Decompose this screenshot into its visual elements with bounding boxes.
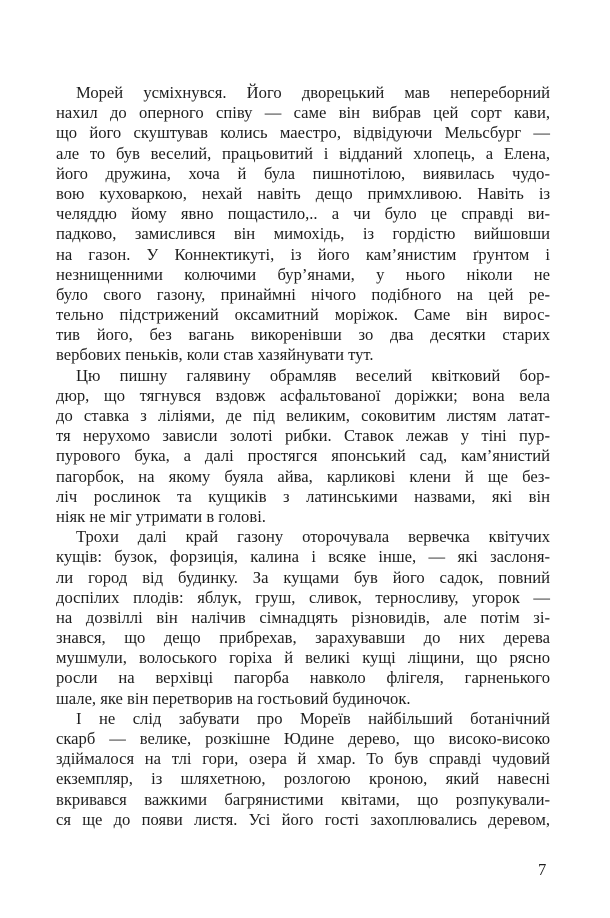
text-line: вербових пеньків, коли став хазяйнувати тут. xyxy=(56,345,374,365)
text-line: до ставка з ліліями, де під великим, соковитим листям латат- xyxy=(56,406,550,425)
text-line: його дружина, хоча й була пишнотілою, виявилась чудо- xyxy=(56,163,550,183)
text-line: челяддю йому явно пощастило,.. а чи було це справді ви- xyxy=(56,204,550,224)
text-line: росли на верхівці пагорба навколо флігеля, гарненького xyxy=(56,668,550,688)
text-line: тив його, без вагань викоренівши зо два десятки старих xyxy=(56,325,550,345)
text-line: було свого газону, принаймні нічого подібного на цей ре- xyxy=(56,284,550,304)
body-text xyxy=(56,83,550,830)
text-line: незнищенними колючими бур’янами, у нього ніколи не xyxy=(56,264,550,284)
text-line: скарб — велике, розкішне Юдине дерево, що високо-високо xyxy=(56,729,550,748)
text-line: Цю пишну галявину обрамляв веселий квітковий бор- xyxy=(76,365,550,385)
text-line: кущів: бузок, форзиція, калина і всяке інше, — які заслоня- xyxy=(56,547,550,567)
text-line: тя нерухомо зависли золоті рибки. Ставок лежав у тіні пур- xyxy=(56,426,550,446)
paragraph xyxy=(56,709,550,830)
text-line: Трохи далі край газону оторочувала вервечка квітучих xyxy=(76,527,550,547)
text-line: на дозвіллі він налічив сімнадцять різновидів, але потім зі- xyxy=(56,607,550,627)
paragraph xyxy=(56,83,550,366)
text-line: вкривався важкими багрянистими квітами, що розпукували- xyxy=(56,789,550,809)
text-line: здіймалося на тлі гори, озера й хмар. То був справді чудовий xyxy=(56,749,550,769)
text-line: тельно підстрижений оксамитний моріжок. Саме він вирос- xyxy=(56,305,550,325)
text-line: ліч рослинок та кущиків з латинськими назвами, які він xyxy=(56,486,550,506)
text-line: знався, що дещо прибрехав, зарахувавши до них дерева xyxy=(56,628,550,648)
text-line: пурового бука, а далі простягся японський сад, кам’янистий xyxy=(56,446,550,466)
page-number: 7 xyxy=(538,860,547,879)
text-line: але то був веселий, працьовитий і відданий хлопець, а Елена, xyxy=(56,143,550,163)
text-line: вою куховаркою, нехай навіть дещо примхливою. Навіть із xyxy=(56,183,550,203)
text-line: шале, яке він перетворив на гостьовий будиночок. xyxy=(56,688,411,708)
text-line: І не слід забувати про Мореїв найбільший ботанічний xyxy=(76,708,550,728)
text-line: що його скуштував колись маестро, відвідуючи Мельсбург — xyxy=(56,123,550,143)
text-line: нахил до оперного співу — саме він вибрав цей сорт кави, xyxy=(56,103,550,123)
text-line: Морей усміхнувся. Його дворецький мав непереборний xyxy=(76,83,550,102)
text-line: дюр, що тягнувся вздовж асфальтованої доріжки; вона вела xyxy=(56,385,550,405)
text-line: доспілих плодів: яблук, груш, сливок, терносливу, угорок — xyxy=(56,587,550,607)
text-line: екземпляр, із шляхетною, розлогою кроною, який навесні xyxy=(56,769,550,789)
text-line: ніяк не міг утримати в голові. xyxy=(56,506,266,526)
text-line: на газон. У Коннектикуті, із його кам’янистим ґрунтом і xyxy=(56,244,550,264)
text-line: мушмули, волоського горіха й великі кущі ліщини, що рясно xyxy=(56,648,550,668)
paragraph xyxy=(56,366,550,528)
paragraph xyxy=(56,527,550,709)
text-line: ли город від будинку. За кущами був його садок, повний xyxy=(56,567,550,587)
text-line: ся ще до появи листя. Усі його гості захоплювались деревом, xyxy=(56,809,550,829)
text-line: падково, замислився він мимохідь, із гордістю вийшовши xyxy=(56,224,550,244)
text-line: пагорбок, на якому буяла айва, карликові клени й ще без- xyxy=(56,466,550,486)
